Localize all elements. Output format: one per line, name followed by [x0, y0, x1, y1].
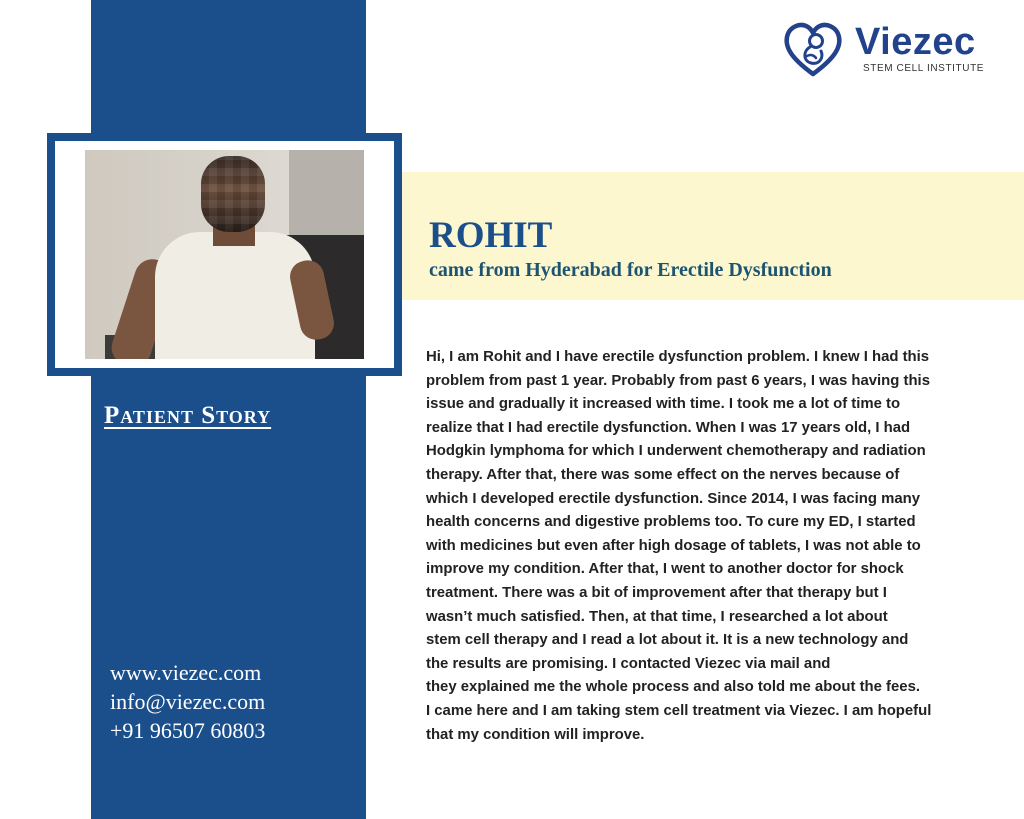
website-link[interactable]: www.viezec.com	[110, 660, 262, 685]
story-line: wasn’t much satisfied. Then, at that time, I researched a lot about	[426, 608, 888, 625]
story-line: issue and gradually it increased with time. I took me a lot of time to	[426, 396, 901, 413]
story-line: with medicines but even after high dosage of tablets, I was not able to	[426, 537, 921, 554]
patient-photo-frame	[47, 133, 402, 376]
brand-name: Viezec	[855, 21, 976, 63]
story-line: Hodgkin lymphoma for which I underwent chemotherapy and radiation	[426, 443, 926, 460]
heart-baby-icon	[783, 20, 843, 78]
patient-story-text	[426, 346, 1022, 747]
email-link[interactable]: info@viezec.com	[110, 689, 266, 714]
patient-figure	[155, 232, 315, 359]
story-line: I came here and I am taking stem cell treatment via Viezec. I am hopeful	[426, 702, 932, 719]
pixelated-face	[201, 156, 265, 232]
story-line: they explained me the whole process and also told me about the fees.	[426, 679, 920, 696]
contact-info	[110, 658, 265, 745]
patient-photo	[85, 150, 364, 359]
story-line: problem from past 1 year. Probably from past 6 years, I was having this	[426, 372, 930, 389]
story-line: which I developed erectile dysfunction. Since 2014, I was facing many	[426, 490, 921, 507]
story-line: stem cell therapy and I read a lot about it. It is a new technology and	[426, 632, 909, 649]
story-line: realize that I had erectile dysfunction. When I was 17 years old, I had	[426, 419, 911, 436]
story-line: health concerns and digestive problems too. To cure my ED, I started	[426, 514, 916, 531]
story-line: that my condition will improve.	[426, 726, 645, 743]
section-title: Patient Story	[104, 402, 272, 429]
phone-number: +91 96507 60803	[110, 718, 266, 743]
patient-name: ROHIT	[429, 215, 553, 256]
story-line: Hi, I am Rohit and I have erectile dysfunction problem. I knew I had this	[426, 349, 930, 365]
story-line: therapy. After that, there was some effect on the nerves because of	[426, 466, 900, 483]
story-line: treatment. There was a bit of improvement after that therapy but I	[426, 584, 887, 601]
story-line: improve my condition. After that, I went to another doctor for shock	[426, 561, 904, 578]
brand-tagline: STEM CELL INSTITUTE	[863, 63, 985, 74]
viezec-logo	[783, 18, 993, 80]
patient-subtitle: came from Hyderabad for Erectile Dysfunction	[429, 259, 832, 281]
story-line: the results are promising. I contacted Viezec via mail and	[426, 655, 831, 672]
